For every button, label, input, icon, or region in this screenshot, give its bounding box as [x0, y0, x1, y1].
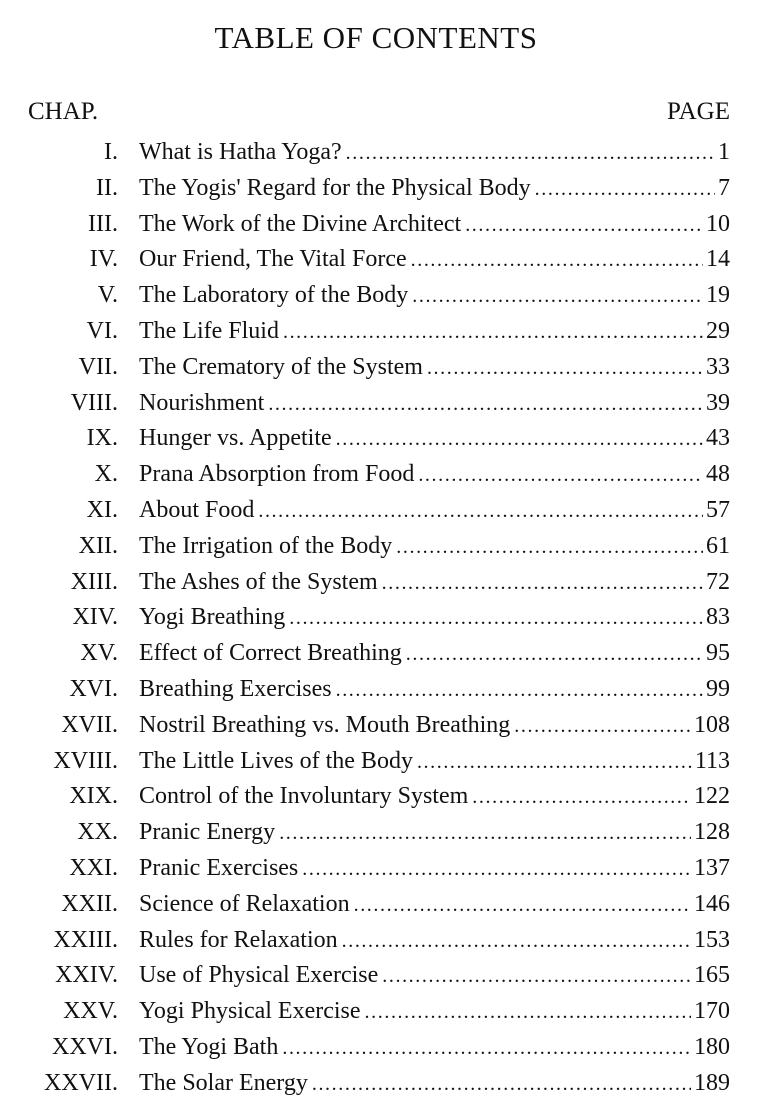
dot-leader: [302, 852, 691, 888]
chapter-entry: [139, 278, 730, 315]
chapter-number: XXVII.: [44, 1069, 118, 1096]
dot-leader: [354, 888, 691, 924]
page-number: 29: [706, 317, 730, 344]
page-number: 57: [706, 496, 730, 523]
page-number: 122: [694, 783, 730, 810]
chapter-column-header: CHAP.: [28, 98, 99, 125]
dot-leader: [382, 566, 703, 602]
chapter-number: XX.: [77, 819, 118, 846]
dot-leader: [472, 780, 691, 816]
page-number: 113: [694, 747, 730, 774]
chapter-number: XIV.: [72, 604, 118, 631]
chapter-number: XVI.: [69, 675, 118, 702]
toc-entry: [0, 636, 780, 672]
page-number: 137: [694, 854, 730, 881]
toc-entry: [0, 242, 780, 278]
chapter-entry: [139, 994, 730, 1031]
chapter-title: Control of the Involuntary System: [139, 783, 469, 810]
chapter-title: What is Hatha Yoga?: [139, 139, 342, 165]
toc-entry: [0, 350, 780, 386]
chapter-title: Pranic Exercises: [139, 854, 299, 881]
chapter-title: The Yogis' Regard for the Physical Body: [139, 174, 531, 201]
toc-entry: [0, 278, 780, 314]
chapter-title: Effect of Correct Breathing: [139, 640, 402, 667]
page-number: 95: [706, 640, 730, 667]
column-headers: [28, 98, 730, 132]
toc-list: [0, 135, 780, 1102]
chapter-title: Yogi Physical Exercise: [139, 998, 361, 1025]
dot-leader: [282, 1031, 691, 1067]
page-title: TABLE OF CONTENTS: [214, 20, 538, 55]
dot-leader: [535, 172, 715, 208]
chapter-title: The Yogi Bath: [139, 1033, 279, 1060]
dot-leader: [396, 530, 703, 566]
chapter-entry: [139, 350, 730, 387]
page-number: 39: [706, 389, 730, 416]
chapter-entry: [139, 529, 730, 566]
chapter-number: VIII.: [70, 389, 118, 416]
dot-leader: [411, 243, 703, 279]
toc-entry: [0, 815, 780, 851]
toc-entry: [0, 171, 780, 207]
chapter-number: XII.: [78, 532, 118, 559]
chapter-number: XXIV.: [55, 962, 118, 989]
page-number: 33: [706, 353, 730, 380]
chapter-title: Rules for Relaxation: [139, 926, 338, 953]
toc-entry: [0, 994, 780, 1030]
page-number: 165: [694, 962, 730, 989]
toc-entry: [0, 923, 780, 959]
chapter-number: X.: [94, 461, 118, 488]
dot-leader: [406, 637, 703, 673]
chapter-title: Nourishment: [139, 389, 265, 416]
dot-leader: [283, 315, 703, 351]
chapter-number: XXV.: [63, 998, 118, 1025]
chapter-entry: [139, 1066, 730, 1103]
page-number: 43: [706, 425, 730, 452]
page-number: 48: [706, 461, 730, 488]
page-number: 61: [706, 532, 730, 559]
chapter-title: Hunger vs. Appetite: [139, 425, 332, 452]
chapter-title: Pranic Energy: [139, 819, 276, 846]
chapter-number: XXI.: [69, 854, 118, 881]
chapter-number: XXIII.: [53, 926, 118, 953]
chapter-number: VII.: [78, 353, 118, 380]
chapter-entry: [139, 779, 730, 816]
toc-entry: [0, 1066, 780, 1102]
toc-entry: [0, 457, 780, 493]
chapter-number: IV.: [89, 246, 118, 273]
chapter-entry: [139, 421, 730, 458]
chapter-entry: [139, 600, 730, 637]
chapter-entry: [139, 565, 730, 602]
dot-leader: [412, 279, 703, 315]
page-number: 83: [706, 604, 730, 631]
chapter-title: The Work of the Divine Architect: [139, 210, 462, 237]
dot-leader: [279, 816, 691, 852]
dot-leader: [268, 387, 703, 423]
page-number: 128: [694, 819, 730, 846]
dot-leader: [289, 601, 703, 637]
page-number: 170: [694, 998, 730, 1025]
dot-leader: [312, 1067, 691, 1103]
chapter-title: Use of Physical Exercise: [139, 962, 379, 989]
chapter-title: Our Friend, The Vital Force: [139, 246, 407, 273]
chapter-number: XVIII.: [53, 747, 118, 774]
chapter-entry: [139, 744, 730, 781]
chapter-entry: [139, 672, 730, 709]
page-number: 180: [694, 1033, 730, 1060]
page-number: 189: [694, 1069, 730, 1096]
chapter-number: XXVI.: [52, 1033, 118, 1060]
toc-entry: [0, 600, 780, 636]
toc-entry: [0, 1030, 780, 1066]
dot-leader: [258, 494, 703, 530]
toc-entry: [0, 314, 780, 350]
toc-entry: [0, 851, 780, 887]
toc-entry: [0, 421, 780, 457]
chapter-title: Science of Relaxation: [139, 890, 350, 917]
page-column-header: PAGE: [667, 98, 730, 125]
toc-entry: [0, 887, 780, 923]
chapter-title: Yogi Breathing: [139, 604, 286, 631]
chapter-entry: [139, 1030, 730, 1067]
dot-leader: [427, 351, 703, 387]
page-number: 1: [718, 139, 730, 165]
chapter-number: VI.: [86, 317, 118, 344]
chapter-entry: [139, 851, 730, 888]
page-number: 108: [694, 711, 730, 738]
dot-leader: [365, 995, 691, 1031]
chapter-entry: [139, 457, 730, 494]
page-number: 146: [694, 890, 730, 917]
page-number: 10: [706, 210, 730, 237]
toc-entry: [0, 708, 780, 744]
dot-leader: [346, 136, 715, 172]
chapter-entry: [139, 171, 730, 208]
chapter-number: II.: [96, 174, 118, 201]
page-number: 153: [694, 926, 730, 953]
dot-leader: [417, 745, 692, 781]
chapter-entry: [139, 708, 730, 745]
chapter-title: The Ashes of the System: [139, 568, 378, 595]
chapter-title: The Life Fluid: [139, 317, 279, 344]
chapter-number: I.: [104, 139, 118, 165]
chapter-number: XI.: [86, 496, 118, 523]
chapter-number: V.: [97, 282, 118, 309]
chapter-entry: [139, 887, 730, 924]
dot-leader: [336, 422, 703, 458]
chapter-entry: [139, 636, 730, 673]
chapter-entry: [139, 923, 730, 960]
chapter-title: The Laboratory of the Body: [139, 282, 409, 309]
toc-entry: [0, 672, 780, 708]
chapter-entry: [139, 314, 730, 351]
toc-entry: [0, 207, 780, 243]
chapter-number: XIX.: [69, 783, 118, 810]
toc-entry: [0, 958, 780, 994]
chapter-number: XXII.: [61, 890, 118, 917]
page-number: 99: [706, 675, 730, 702]
chapter-title: Breathing Exercises: [139, 675, 332, 702]
chapter-title: Prana Absorption from Food: [139, 461, 415, 488]
chapter-entry: [139, 493, 730, 530]
toc-entry: [0, 565, 780, 601]
chapter-number: IX.: [86, 425, 118, 452]
dot-leader: [382, 959, 691, 995]
chapter-entry: [139, 386, 730, 423]
dot-leader: [342, 924, 691, 960]
chapter-title: Nostril Breathing vs. Mouth Breathing: [139, 711, 511, 738]
toc-entry: [0, 493, 780, 529]
toc-entry: [0, 744, 780, 780]
dot-leader: [418, 458, 703, 494]
chapter-entry: [139, 135, 730, 172]
chapter-number: III.: [88, 210, 118, 237]
toc-entry: [0, 529, 780, 565]
chapter-title: The Little Lives of the Body: [139, 747, 413, 774]
chapter-title: The Solar Energy: [139, 1069, 308, 1096]
chapter-number: XIII.: [70, 568, 118, 595]
dot-leader: [465, 208, 703, 244]
page-number: 19: [706, 282, 730, 309]
chapter-title: The Crematory of the System: [139, 353, 423, 380]
chapter-title: The Irrigation of the Body: [139, 532, 393, 559]
chapter-number: XV.: [80, 640, 118, 667]
toc-entry: [0, 779, 780, 815]
chapter-entry: [139, 207, 730, 244]
page-number: 72: [706, 568, 730, 595]
chapter-entry: [139, 242, 730, 279]
page-number: 14: [706, 246, 730, 273]
chapter-entry: [139, 815, 730, 852]
dot-leader: [514, 709, 691, 745]
chapter-entry: [139, 958, 730, 995]
toc-entry: [0, 386, 780, 422]
chapter-title: About Food: [139, 496, 255, 523]
page-number: 7: [718, 174, 730, 201]
toc-entry: [0, 135, 780, 171]
dot-leader: [336, 673, 703, 709]
chapter-number: XVII.: [61, 711, 118, 738]
